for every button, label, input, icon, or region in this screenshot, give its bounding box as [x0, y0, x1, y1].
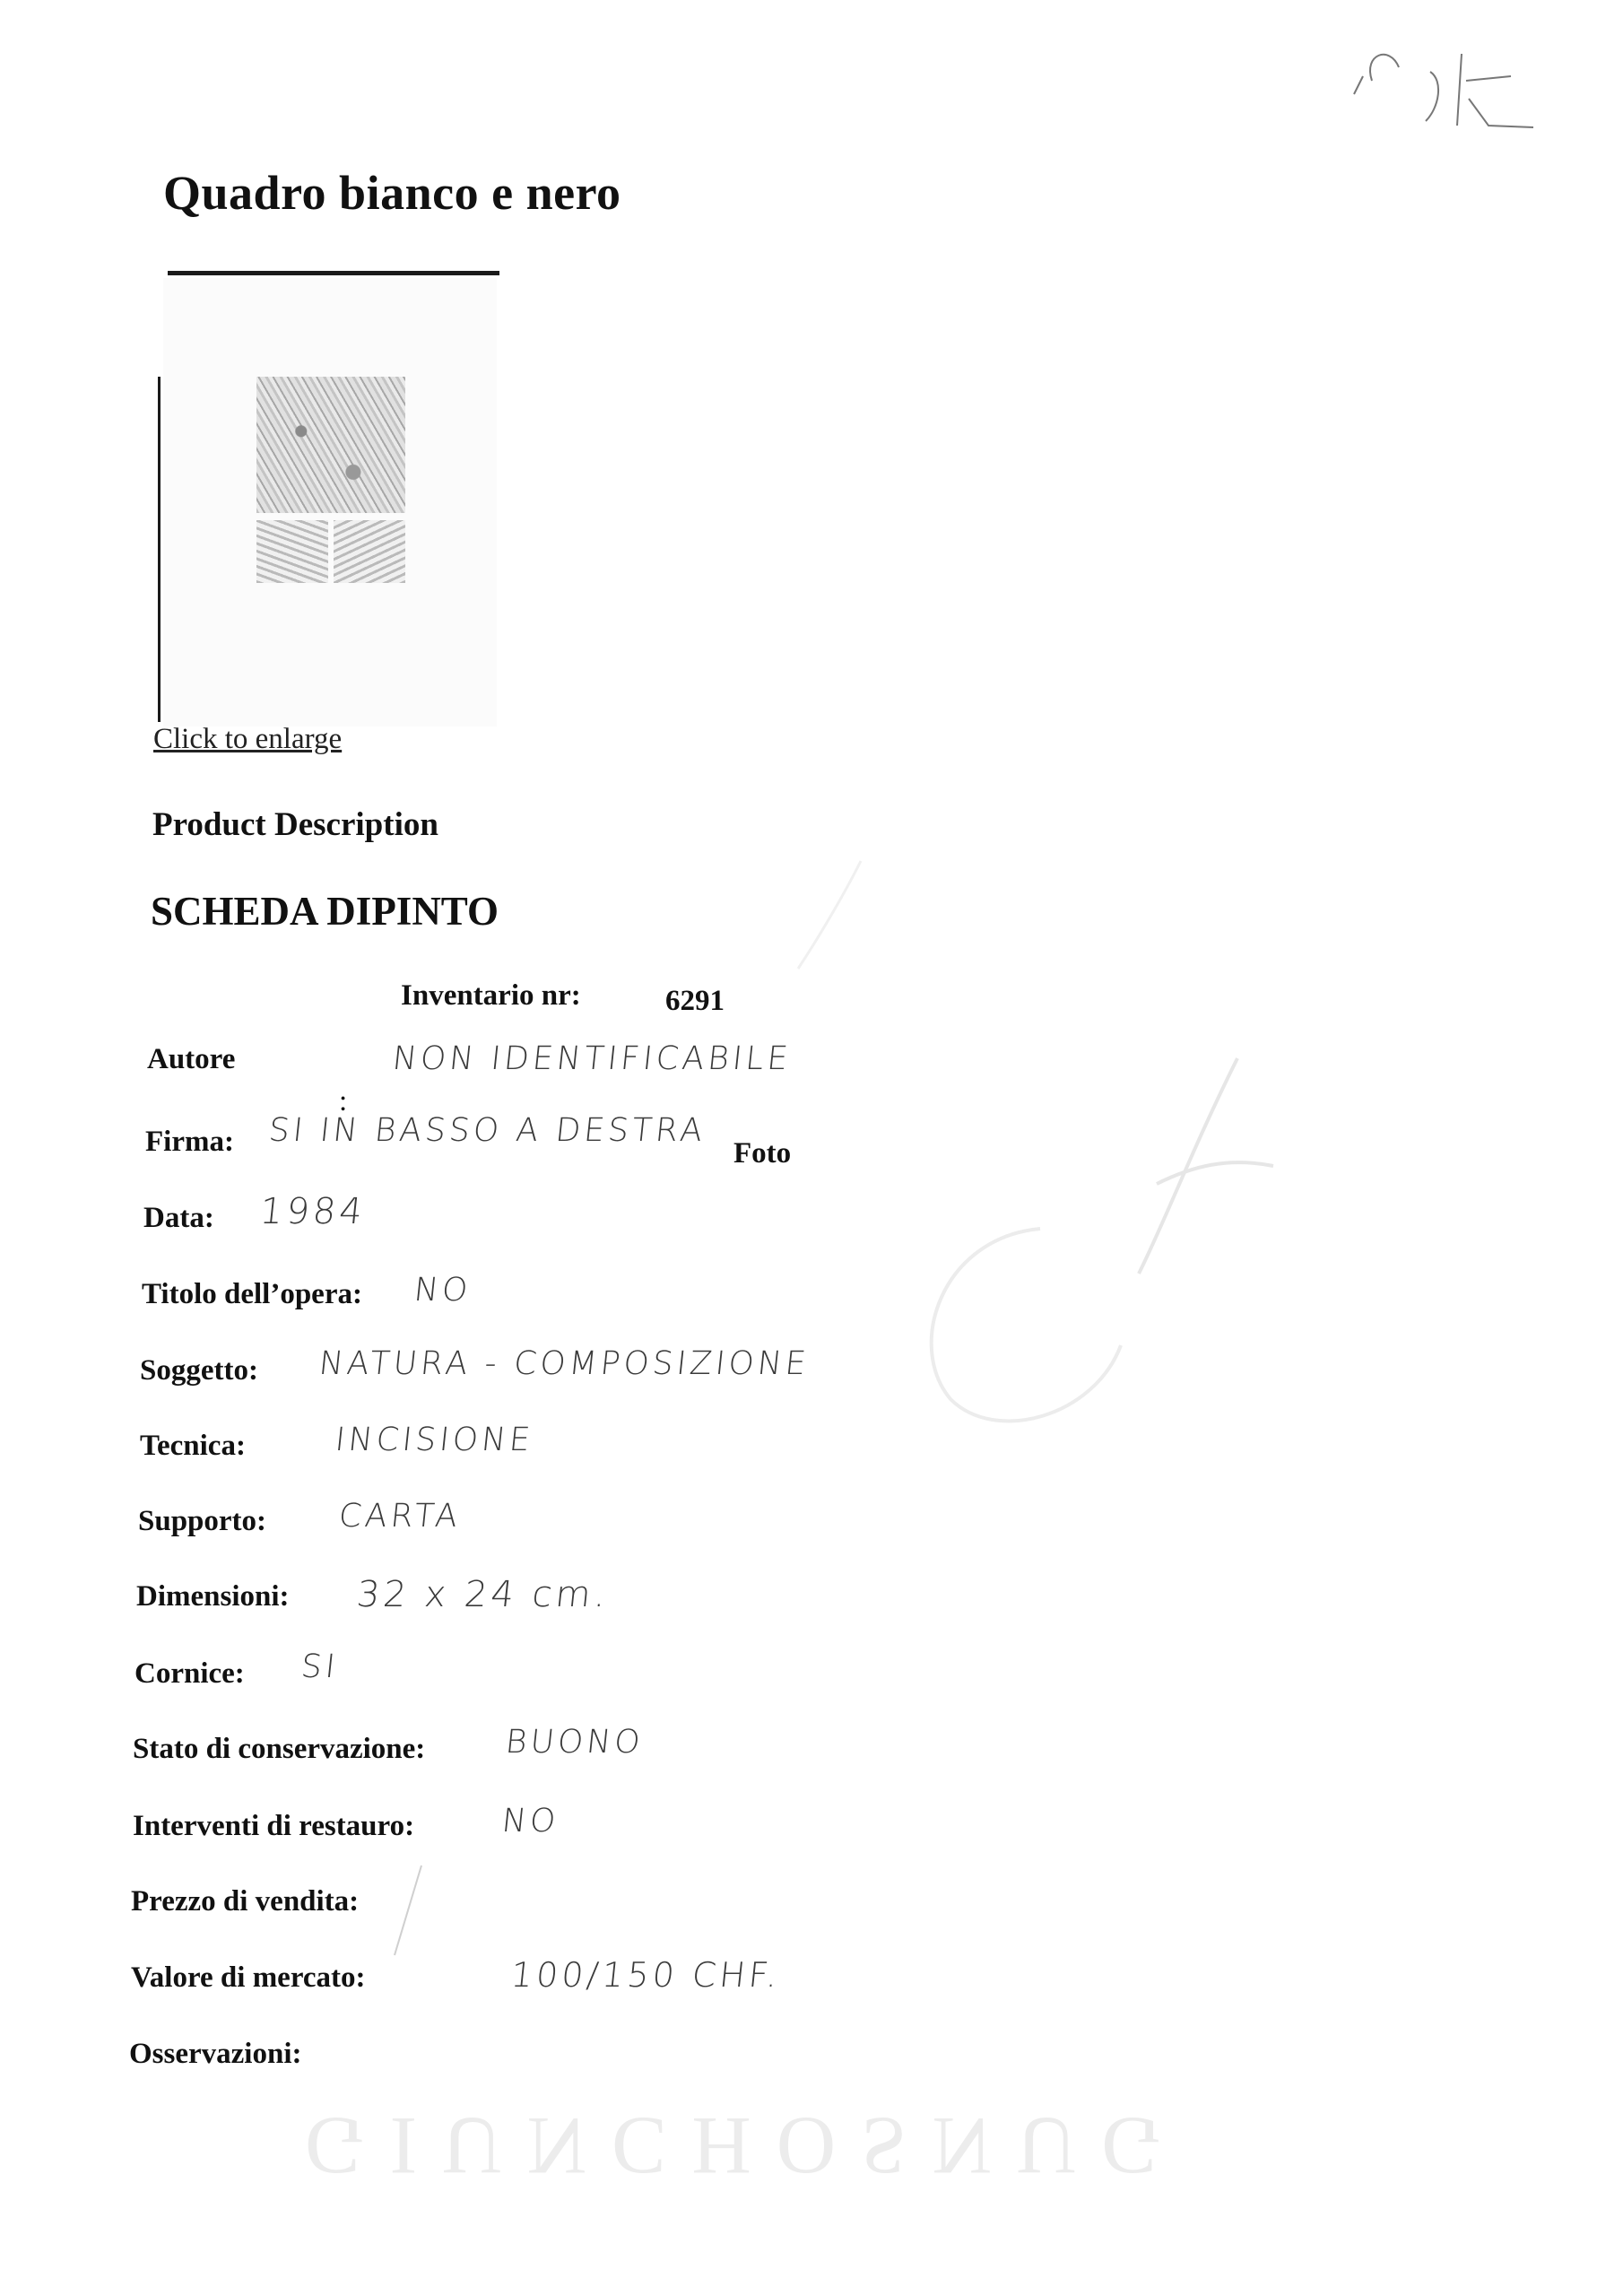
field-label-soggetto: Soggetto:	[140, 1354, 258, 1387]
field-value-dimensioni: 32 x 24 cm.	[354, 1574, 612, 1615]
field-label-data: Data:	[143, 1202, 214, 1234]
inventory-value: 6291	[665, 985, 725, 1017]
autore-colon: :	[339, 1085, 348, 1118]
artwork-thumbnail-detail-right	[334, 520, 405, 583]
click-to-enlarge-link[interactable]: Click to enlarge	[153, 723, 343, 755]
field-value-stato: BUONO	[503, 1724, 646, 1761]
artwork-thumbnail-image[interactable]	[256, 377, 405, 513]
field-value-supporto: CARTA	[336, 1498, 464, 1535]
field-value-valore: 100/150 CHF.	[508, 1955, 784, 1995]
field-label-interventi: Interventi di restauro:	[133, 1810, 415, 1842]
field-label-tecnica: Tecnica:	[140, 1430, 246, 1462]
field-value-soggetto: NATURA - COMPOSIZIONE	[317, 1345, 812, 1382]
page-title: Quadro bianco e nero	[163, 166, 621, 220]
field-value-tecnica: INCISIONE	[333, 1422, 535, 1458]
foto-label: Foto	[733, 1137, 792, 1170]
field-value-data: 1984	[257, 1191, 369, 1232]
field-label-stato: Stato di conservazione:	[133, 1733, 426, 1765]
field-label-prezzo: Prezzo di vendita:	[131, 1885, 360, 1918]
scheda-dipinto-heading: SCHEDA DIPINTO	[151, 889, 499, 934]
field-label-titolo: Titolo dell’opera:	[142, 1278, 362, 1310]
artwork-thumbnail-detail-left	[256, 520, 328, 583]
field-value-interventi: NO	[499, 1803, 561, 1839]
field-label-autore: Autore	[147, 1043, 236, 1075]
field-value-cornice: SI	[299, 1648, 341, 1685]
inventory-label: Inventario nr:	[401, 979, 581, 1012]
field-value-firma: SI IN BASSO A DESTRA	[266, 1112, 708, 1149]
corner-ok-mark	[1345, 27, 1542, 135]
product-description-heading: Product Description	[152, 806, 438, 843]
field-value-titolo: NO	[412, 1272, 473, 1309]
bottom-ghost-text: GIUNCHOSNUG	[305, 2100, 1186, 2192]
field-value-autore: NON IDENTIFICABILE	[390, 1040, 794, 1077]
field-label-supporto: Supporto:	[138, 1505, 267, 1537]
field-label-firma: Firma:	[145, 1126, 234, 1158]
field-label-dimensioni: Dimensioni:	[136, 1580, 290, 1613]
thumbnail-left-border	[158, 377, 161, 722]
field-label-valore: Valore di mercato:	[131, 1961, 366, 1994]
thumbnail-top-border	[168, 271, 499, 275]
field-label-osservazioni: Osservazioni:	[129, 2038, 302, 2070]
field-label-cornice: Cornice:	[135, 1657, 245, 1690]
